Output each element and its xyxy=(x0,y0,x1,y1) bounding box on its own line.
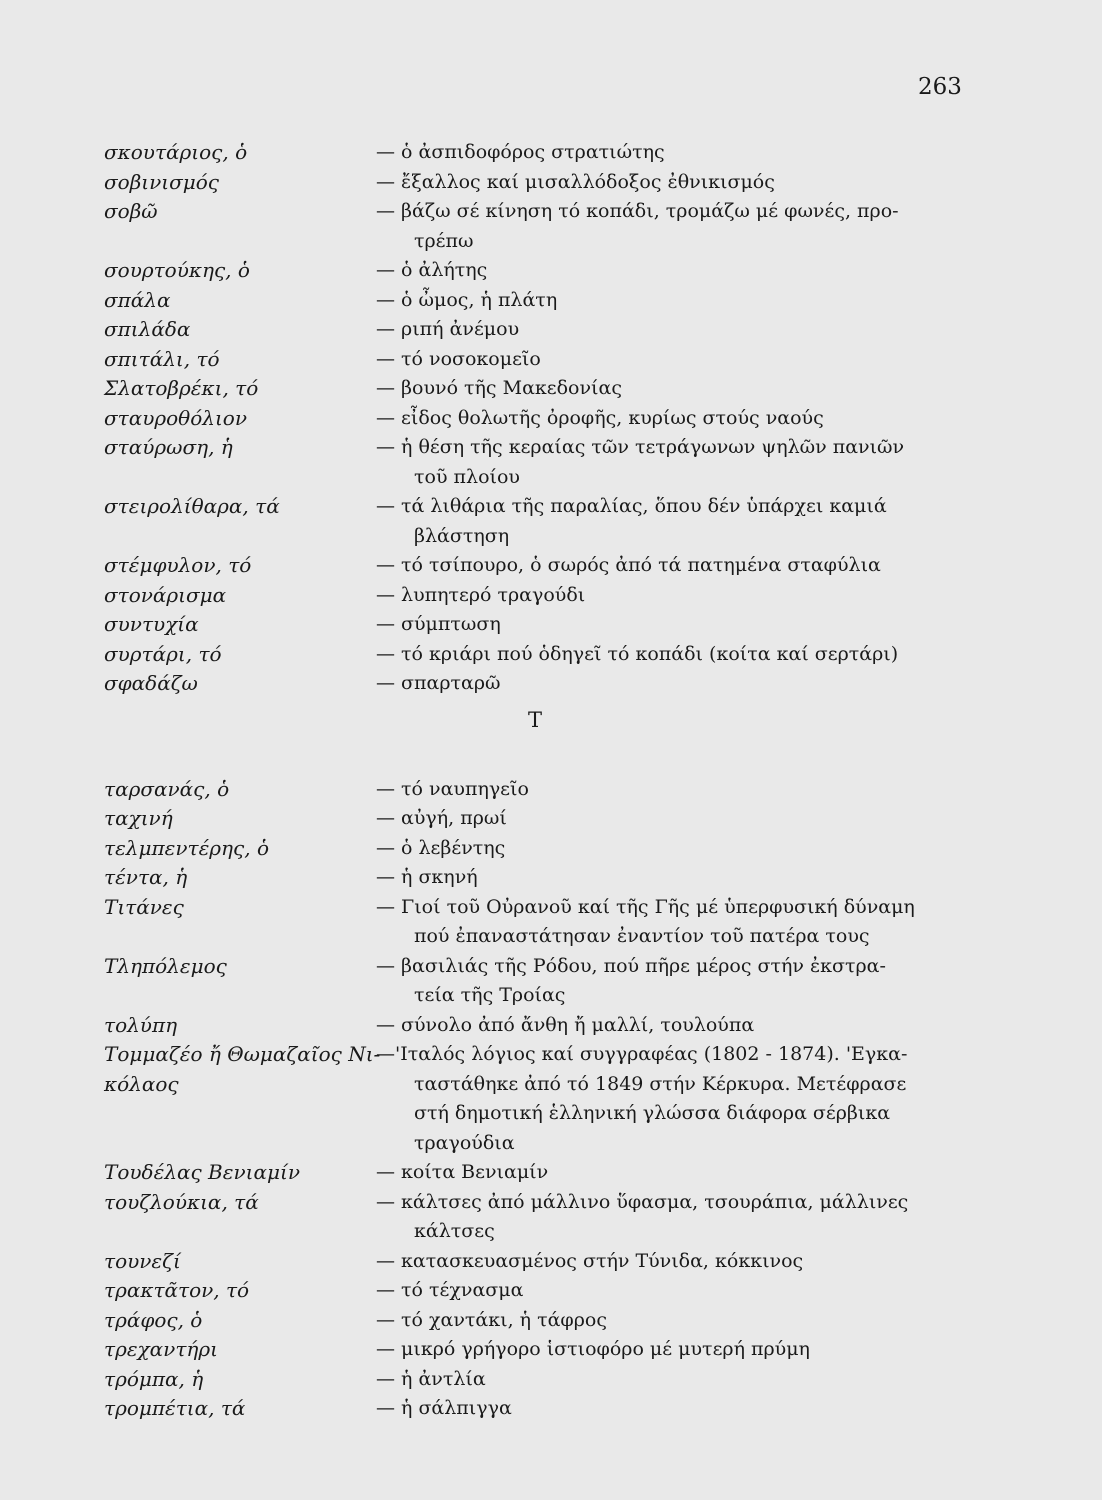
entry-term-text: Τιτάνες xyxy=(104,894,184,919)
entry-definition xyxy=(376,581,964,611)
entry-definition xyxy=(376,893,964,952)
glossary xyxy=(104,138,964,1424)
entry-definition xyxy=(376,1040,964,1158)
entry-term-text: σταυροθόλιον xyxy=(104,405,247,430)
entry-term xyxy=(104,197,376,227)
entry-definition xyxy=(376,168,964,198)
entry-term xyxy=(104,804,376,834)
glossary-entry xyxy=(104,345,964,375)
entry-term xyxy=(104,1158,376,1188)
entry-term xyxy=(104,433,376,463)
entry-term-text: σταύρωση, ἡ xyxy=(104,435,233,459)
definition-line: — ὁ ὦμος, ἡ πλάτη xyxy=(376,288,558,311)
entry-term xyxy=(104,669,376,699)
definition-line: — τά λιθάρια τῆς παραλίας, ὅπου δέν ὑπάρχει καμιά xyxy=(376,495,887,517)
entry-definition xyxy=(376,433,964,492)
definition-continuation-line: πού ἐπαναστάτησαν ἐναντίον τοῦ πατέρα τους xyxy=(414,925,870,947)
glossary-entry xyxy=(104,404,964,434)
entry-term-text: τελμπεντέρης, ὁ xyxy=(104,835,269,860)
entry-term-text: ταχινή xyxy=(104,806,173,830)
definition-line: — Γιοί τοῦ Οὐρανοῦ καί τῆς Γῆς μέ ὑπερφυσική δύναμη xyxy=(376,895,915,918)
entry-term xyxy=(104,256,376,286)
entry-term-text: τρόμπα, ἡ xyxy=(104,1366,204,1391)
definition-continuation-line: κάλτσες xyxy=(414,1220,495,1242)
entry-term xyxy=(104,1247,376,1277)
entry-term xyxy=(104,1394,376,1424)
definition-line: —'Ιταλός λόγιος καί συγγραφέας (1802 - 1874). 'Εγκα- xyxy=(376,1043,908,1065)
definition-continuation-line: στή δημοτική ἑλληνική γλώσσα διάφορα σέρβικα xyxy=(414,1102,891,1124)
definition-line: — ἡ θέση τῆς κεραίας τῶν τετράγωνων ψηλῶν πανιῶν xyxy=(376,436,905,458)
entry-term-text: τουνεζί xyxy=(104,1248,181,1273)
definition-line: — τό τέχνασμα xyxy=(376,1279,524,1301)
entry-definition xyxy=(376,1011,964,1041)
definition-line: — ὁ λεβέντης xyxy=(376,836,506,859)
entry-term-text: σοβῶ xyxy=(104,199,158,223)
entry-term-text: τρομπέτια, τά xyxy=(104,1396,246,1420)
glossary-entry xyxy=(104,492,964,551)
entry-term xyxy=(104,610,376,640)
glossary-entry xyxy=(104,834,964,864)
entry-term-text: σφαδάζω xyxy=(104,671,198,695)
glossary-entry xyxy=(104,1335,964,1365)
entry-definition xyxy=(376,1394,964,1424)
glossary-entry xyxy=(104,1011,964,1041)
entry-term-text: σπάλα xyxy=(104,287,171,312)
definition-line: — ριπή ἀνέμου xyxy=(376,318,520,340)
entry-term-text: τρεχαντήρι xyxy=(104,1337,218,1361)
glossary-entry xyxy=(104,551,964,581)
glossary-entry xyxy=(104,168,964,198)
definition-line: — κατασκευασμένος στήν Τύνιδα, κόκκινος xyxy=(376,1249,804,1272)
entry-term xyxy=(104,138,376,168)
definition-line: — ἡ σάλπιγγα xyxy=(376,1397,512,1419)
glossary-entry xyxy=(104,804,964,834)
definition-continuation-line: τοῦ πλοίου xyxy=(414,465,520,488)
definition-continuation-line: τεία τῆς Τροίας xyxy=(414,984,566,1006)
page-number: 263 xyxy=(918,74,962,100)
entry-term-text: σκουτάριος, ὁ xyxy=(104,140,248,164)
entry-term-text: συρτάρι, τό xyxy=(104,641,222,666)
entry-definition xyxy=(376,610,964,640)
definition-continuation-line: τραγούδια xyxy=(414,1131,515,1154)
definition-line: — κάλτσες ἀπό μάλλινο ὕφασμα, τσουράπια, μάλλινες xyxy=(376,1190,909,1213)
entry-term-text: συντυχία xyxy=(104,612,199,636)
glossary-entry xyxy=(104,1247,964,1277)
entry-term-text: στονάρισμα xyxy=(104,582,227,607)
entry-term xyxy=(104,834,376,864)
entry-term-text: Τομμαζέο ἤ Θωμαζαῖος Νι- xyxy=(104,1042,381,1066)
entry-term xyxy=(104,775,376,805)
glossary-entry xyxy=(104,1306,964,1336)
entry-term-text: σπιτάλι, τό xyxy=(104,346,220,371)
definition-line: — αὐγή, πρωί xyxy=(376,807,507,829)
definition-continuation-line: βλάστηση xyxy=(414,524,510,547)
definition-line: — μικρό γρήγορο ἱστιοφόρο μέ μυτερή πρύμη xyxy=(376,1338,810,1360)
definition-line: — τό νοσοκομεῖο xyxy=(376,347,541,370)
definition-line: — σπαρταρῶ xyxy=(376,672,501,694)
glossary-entry xyxy=(104,138,964,168)
glossary-entry xyxy=(104,952,964,1011)
glossary-entry xyxy=(104,315,964,345)
definition-line: — βάζω σέ κίνηση τό κοπάδι, τρομάζω μέ φωνές, προ- xyxy=(376,200,899,222)
entry-term-text: Σλατοβρέκι, τό xyxy=(104,376,259,400)
entry-term xyxy=(104,315,376,345)
entry-term xyxy=(104,168,376,198)
definition-continuation-line: τρέπω xyxy=(414,229,474,252)
glossary-entry xyxy=(104,1365,964,1395)
entry-definition xyxy=(376,804,964,834)
entry-term-text: τέντα, ἡ xyxy=(104,865,188,889)
entry-term xyxy=(104,345,376,375)
entry-term xyxy=(104,1335,376,1365)
glossary-entry xyxy=(104,286,964,316)
entry-term-text: τουζλούκια, τά xyxy=(104,1189,259,1214)
glossary-entry xyxy=(104,581,964,611)
entry-definition xyxy=(376,775,964,805)
entry-definition xyxy=(376,669,964,699)
entry-term xyxy=(104,1188,376,1218)
entry-term xyxy=(104,374,376,404)
entry-term-text: στέμφυλον, τό xyxy=(104,553,252,577)
definition-line: — κοίτα Βενιαμίν xyxy=(376,1161,549,1183)
entry-term-text: σοβινισμός xyxy=(104,169,219,194)
glossary-entry xyxy=(104,433,964,492)
entry-term xyxy=(104,1040,381,1099)
definition-line: — λυπητερό τραγούδι xyxy=(376,583,586,606)
entry-definition xyxy=(376,640,964,670)
entry-term xyxy=(104,1011,376,1041)
entry-definition xyxy=(376,1306,964,1336)
definition-line: — βασιλιάς τῆς Ρόδου, πού πῆρε μέρος στήν ἐκστρα- xyxy=(376,954,886,977)
entry-term-text: στειρολίθαρα, τά xyxy=(104,494,280,518)
definition-line: — ὁ ἀλήτης xyxy=(376,259,488,281)
definition-line: — τό κριάρι πού ὁδηγεῖ τό κοπάδι (κοίτα καί σερτάρι) xyxy=(376,642,899,665)
entry-definition xyxy=(376,286,964,316)
entry-definition xyxy=(376,834,964,864)
glossary-entry xyxy=(104,1394,964,1424)
glossary-entry xyxy=(104,893,964,952)
entry-definition xyxy=(376,374,964,404)
definition-line: — ἡ σκηνή xyxy=(376,866,478,888)
glossary-entry xyxy=(104,863,964,893)
entry-definition xyxy=(376,551,964,581)
definition-line: — εἶδος θολωτῆς ὀροφῆς, κυρίως στούς ναούς xyxy=(376,406,824,429)
entry-definition xyxy=(376,197,964,256)
glossary-entry xyxy=(104,640,964,670)
entry-term xyxy=(104,1276,376,1306)
glossary-entry xyxy=(104,669,964,699)
entry-term-text: Τουδέλας Βενιαμίν xyxy=(104,1160,300,1184)
entry-term xyxy=(104,640,376,670)
definition-line: — ὁ ἀσπιδοφόρος στρατιώτης xyxy=(376,141,665,163)
glossary-entry xyxy=(104,610,964,640)
entry-definition xyxy=(376,404,964,434)
entry-definition xyxy=(376,1188,964,1247)
entry-term-text: τρακτᾶτον, τό xyxy=(104,1278,250,1302)
entry-term xyxy=(104,404,376,434)
entry-term xyxy=(104,893,376,923)
entry-definition xyxy=(376,256,964,286)
entry-definition xyxy=(376,492,964,551)
entry-term xyxy=(104,581,376,611)
entry-definition xyxy=(376,315,964,345)
glossary-entry xyxy=(104,1040,964,1158)
entry-term xyxy=(104,1306,376,1336)
entry-term-text: τράφος, ὁ xyxy=(104,1307,203,1332)
entry-term-text: ταρσανάς, ὁ xyxy=(104,776,230,801)
entry-term xyxy=(104,863,376,893)
entry-term-continuation: κόλαος xyxy=(104,1071,179,1096)
entry-term-text: Τληπόλεμος xyxy=(104,953,227,978)
glossary-entry xyxy=(104,197,964,256)
glossary-entry xyxy=(104,775,964,805)
entry-term-text: σπιλάδα xyxy=(104,317,191,341)
entry-definition xyxy=(376,1276,964,1306)
entry-term xyxy=(104,1365,376,1395)
glossary-entry xyxy=(104,256,964,286)
entry-definition xyxy=(376,138,964,168)
entry-definition xyxy=(376,863,964,893)
definition-line: — βουνό τῆς Μακεδονίας xyxy=(376,377,622,399)
glossary-entry xyxy=(104,374,964,404)
glossary-entry xyxy=(104,1188,964,1247)
definition-line: — τό χαντάκι, ἡ τάφρος xyxy=(376,1308,607,1331)
definition-line: — σύμπτωση xyxy=(376,613,501,635)
entry-term xyxy=(104,952,376,982)
entry-definition xyxy=(376,1335,964,1365)
glossary-entry xyxy=(104,1158,964,1188)
definition-continuation-line: ταστάθηκε ἀπό τό 1849 στήν Κέρκυρα. Μετέφρασε xyxy=(414,1072,907,1095)
entry-term-text: σουρτούκης, ὁ xyxy=(104,258,250,282)
entry-definition xyxy=(376,345,964,375)
entry-definition xyxy=(376,1158,964,1188)
entry-term xyxy=(104,286,376,316)
glossary-entry xyxy=(104,1276,964,1306)
definition-line: — σύνολο ἀπό ἄνθη ἤ μαλλί, τουλούπα xyxy=(376,1013,755,1036)
entry-term xyxy=(104,492,376,522)
definition-line: — ἡ ἀντλία xyxy=(376,1367,486,1390)
entry-definition xyxy=(376,1365,964,1395)
definition-line: — τό τσίπουρο, ὁ σωρός ἀπό τά πατημένα σταφύλια xyxy=(376,554,881,576)
definition-line: — τό ναυπηγεῖο xyxy=(376,777,529,800)
definition-line: — ἔξαλλος καί μισαλλόδοξος ἐθνικισμός xyxy=(376,170,775,193)
entry-definition xyxy=(376,952,964,1011)
entry-term xyxy=(104,551,376,581)
entry-term-text: τολύπη xyxy=(104,1012,178,1037)
section-letter-heading: Τ xyxy=(528,707,543,732)
entry-definition xyxy=(376,1247,964,1277)
